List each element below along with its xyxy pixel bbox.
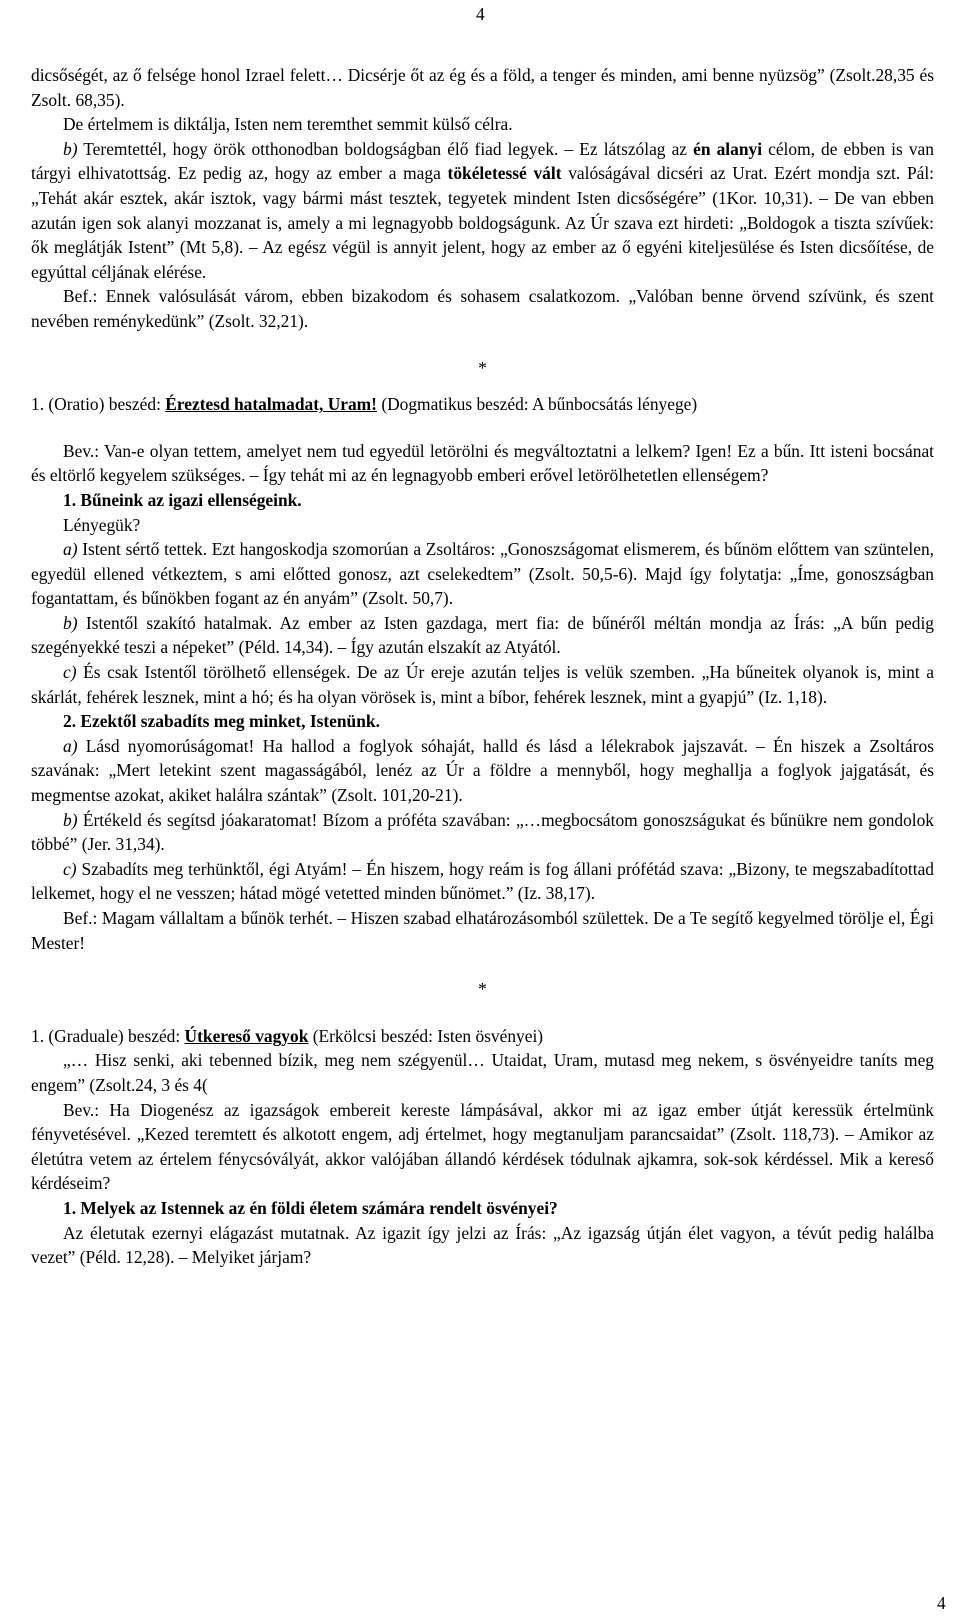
text-run: 1. Melyek az Istennek az én földi életem számára rendelt ösvényei? bbox=[63, 1197, 558, 1218]
text-run: b) bbox=[63, 809, 78, 830]
paragraph bbox=[31, 112, 934, 137]
paragraph bbox=[31, 284, 934, 333]
text-run: „… Hisz senki, aki tebenned bízik, meg nem szégyenül… Utaidat, Uram, mutasd meg nekem, s ösvényeidre taníts meg engem” (Zsolt.24, 3 és 4( bbox=[31, 1050, 934, 1095]
page-number-bottom: 4 bbox=[937, 1593, 946, 1613]
text-run: 1. (Graduale) beszéd: bbox=[31, 1025, 185, 1046]
text-run: Istent sértő tettek. Ezt hangoskodja szomorúan a Zsoltáros: „Gonoszságomat elismerem, és bűnöm előttem van szüntelen, egyedül ellened vétkeztem, s ami előtted gonosz, azt cselekedtem” (Zsolt. 50,5-6). Majd így folytatja: „Íme, gonoszságban fogantattam, és bűnökben fogant az én anyám” (Zsolt. 50,7). bbox=[31, 539, 934, 609]
text-run: a) bbox=[63, 735, 78, 756]
paragraph bbox=[31, 488, 934, 513]
text-run: valóságával dicséri az Urat. Ezért mondja szt. Pál: „Tehát akár esztek, akár isztok, vagy bármi mást tesztek, tegyetek mindent Isten dicsőségére” (1Kor. 10,31). – De van ebben azután igen sok alanyi mozzanat is, amely a mi legnagyobb boldogságunk. Az Úr szava ezt hirdeti: „Boldogok a tiszta szívűek: ők meglátják Istent” (Mt 5,8). – Az egész végül is annyit jelent, hogy az ember az ő egyéni kiteljesülése és Isten dicsőítése, de egyúttal céljának elérése. bbox=[31, 163, 934, 282]
text-run: c) bbox=[63, 858, 77, 879]
text-run: Bef.: Magam vállaltam a bűnök terhét. – Hiszen szabad elhatározásomból születtek. De a Te segítő kegyelmed törölje el, Égi Mester! bbox=[31, 908, 934, 953]
paragraph bbox=[31, 734, 934, 808]
paragraph bbox=[31, 1221, 934, 1270]
text-run: c) bbox=[63, 662, 77, 683]
spacer bbox=[31, 417, 934, 439]
spacer bbox=[31, 380, 934, 392]
text-run: b) bbox=[63, 612, 78, 633]
paragraph bbox=[31, 63, 934, 112]
text-run: (Dogmatikus beszéd: A bűnbocsátás lényege) bbox=[376, 394, 698, 415]
text-run: Bef.: Ennek valósulását várom, ebben bizakodom és sohasem csalatkozom. „Valóban benne örvend szívünk, és szent nevében reménykedünk” (Zsolt. 32,21). bbox=[31, 286, 934, 331]
text-run: (Erkölcsi beszéd: Isten ösvényei) bbox=[308, 1025, 544, 1046]
text-run: De értelmem is diktálja, Isten nem teremthet semmit külső célra. bbox=[63, 114, 513, 135]
text-run: 1. (Oratio) beszéd: bbox=[31, 394, 166, 415]
spacer bbox=[31, 334, 934, 356]
text-run: Lásd nyomorúságomat! Ha hallod a foglyok sóhaját, halld és lásd a lélekrabok jajszavát. – Én hiszek a Zsoltáros szavának: „Mert letekint szent magasságából, lenéz az Úr a földre a mennyből, hogy meghallja a foglyok jajgatását, és megmentse azokat, akiket halálra szántak” (Zsolt. 101,20-21). bbox=[31, 735, 934, 806]
document-body bbox=[31, 63, 934, 1270]
paragraph bbox=[31, 709, 934, 734]
spacer bbox=[31, 1002, 934, 1024]
text-run: Lényegük? bbox=[63, 514, 141, 535]
paragraph bbox=[31, 857, 934, 906]
text-run: Bev.: Van-e olyan tettem, amelyet nem tud egyedül letörölni és megváltoztatni a lelkem? Igen! Ez a bűn. Itt isteni bocsánat és eltörlő kegyelem szükséges. – Így tehát mi az én legnagyobb emberi erővel letörölhetetlen ellenségem? bbox=[31, 440, 934, 486]
paragraph bbox=[31, 808, 934, 857]
paragraph bbox=[31, 611, 934, 660]
text-run: a) bbox=[63, 539, 78, 560]
text-run: Istentől szakító hatalmak. Az ember az Isten gazdaga, mert fia: de bűnéről méltán mondja az Írás: „A bűn pedig szegényekké teszi a népeket” (Péld. 14,34). – Így azután elszakít az Atyától. bbox=[31, 612, 934, 658]
paragraph bbox=[31, 906, 934, 955]
text-run: * bbox=[478, 979, 487, 1000]
paragraph bbox=[31, 513, 934, 538]
section-heading bbox=[31, 1024, 934, 1049]
paragraph bbox=[31, 137, 934, 285]
paragraph bbox=[31, 1098, 934, 1196]
paragraph bbox=[31, 439, 934, 488]
section-separator bbox=[31, 977, 934, 1002]
text-run: célom, de ebben is van tárgyi elhivatottság. Ez pedig az, hogy az ember a maga bbox=[31, 138, 934, 184]
text-run: én alanyi bbox=[693, 138, 763, 159]
spacer bbox=[31, 955, 934, 977]
page-number-top: 4 bbox=[476, 4, 485, 24]
text-run: 2. Ezektől szabadíts meg minket, Istenünk. bbox=[63, 711, 380, 732]
text-run: Szabadíts meg terhünktől, égi Atyám! – Én hiszem, hogy reám is fog állani prófétád szava: „Bizony, te megszabadítottad lelkemet, hogy el ne vesszen; hátad mögé vetetted minden bűnömet.” (Iz. 38,17). bbox=[31, 858, 934, 904]
text-run: Éreztesd hatalmadat, Uram! bbox=[165, 394, 377, 415]
paragraph bbox=[31, 1196, 934, 1221]
paragraph bbox=[31, 1048, 934, 1097]
text-run: Értékeld és segítsd jóakaratomat! Bízom a próféta szavában: „…megbocsátom gonoszságukat és bűnükre nem gondolok többé” (Jer. 31,34). bbox=[31, 809, 934, 855]
text-run: Bev.: Ha Diogenész az igazságok embereit kereste lámpásával, akkor mi az igaz ember útját keressük értelmünk fényvetésével. „Kezed teremtett és alkotott engem, adj értelmet, hogy megtanuljam parancsaidat” (Zsolt. 118,73). – Amikor az életútra vetem az értelem fénycsóvályát, akkor valójában állandó kérdések tódulnak ajkamra, sok-sok kérdéssel. Mik a kereső kérdéseim? bbox=[31, 1099, 934, 1194]
text-run: tökéletessé vált bbox=[447, 163, 562, 184]
text-run: Útkereső vagyok bbox=[184, 1025, 309, 1046]
section-separator bbox=[31, 356, 934, 381]
text-run: b) bbox=[63, 138, 78, 159]
section-heading bbox=[31, 392, 934, 417]
text-run: * bbox=[478, 357, 487, 378]
text-run: És csak Istentől törölhető ellenségek. De az Úr ereje azután teljes is velük szemben. „Ha bűneitek olyanok is, mint a skárlát, fehérek lesznek, mint a hó; és ha olyan vörösek is, mint a bíbor, fehérek lesznek, mint a gyapjú” (Iz. 1,18). bbox=[31, 662, 934, 707]
text-run: Az életutak ezernyi elágazást mutatnak. Az igazit így jelzi az Írás: „Az igazság útján élet vagyon, a tévút pedig halálba vezet” (Péld. 12,28). – Melyiket járjam? bbox=[31, 1222, 934, 1268]
text-run: dicsőségét, az ő felsége honol Izrael felett… Dicsérje őt az ég és a föld, a tenger és minden, ami benne nyüzsög” (Zsolt.28,35 és Zsolt. 68,35). bbox=[31, 65, 934, 110]
paragraph bbox=[31, 660, 934, 709]
text-run: 1. Bűneink az igazi ellenségeink. bbox=[63, 489, 302, 510]
text-run: Teremtettél, hogy örök otthonodban boldogságban élő fiad legyek. – Ez látszólag az bbox=[77, 138, 694, 159]
paragraph bbox=[31, 537, 934, 611]
